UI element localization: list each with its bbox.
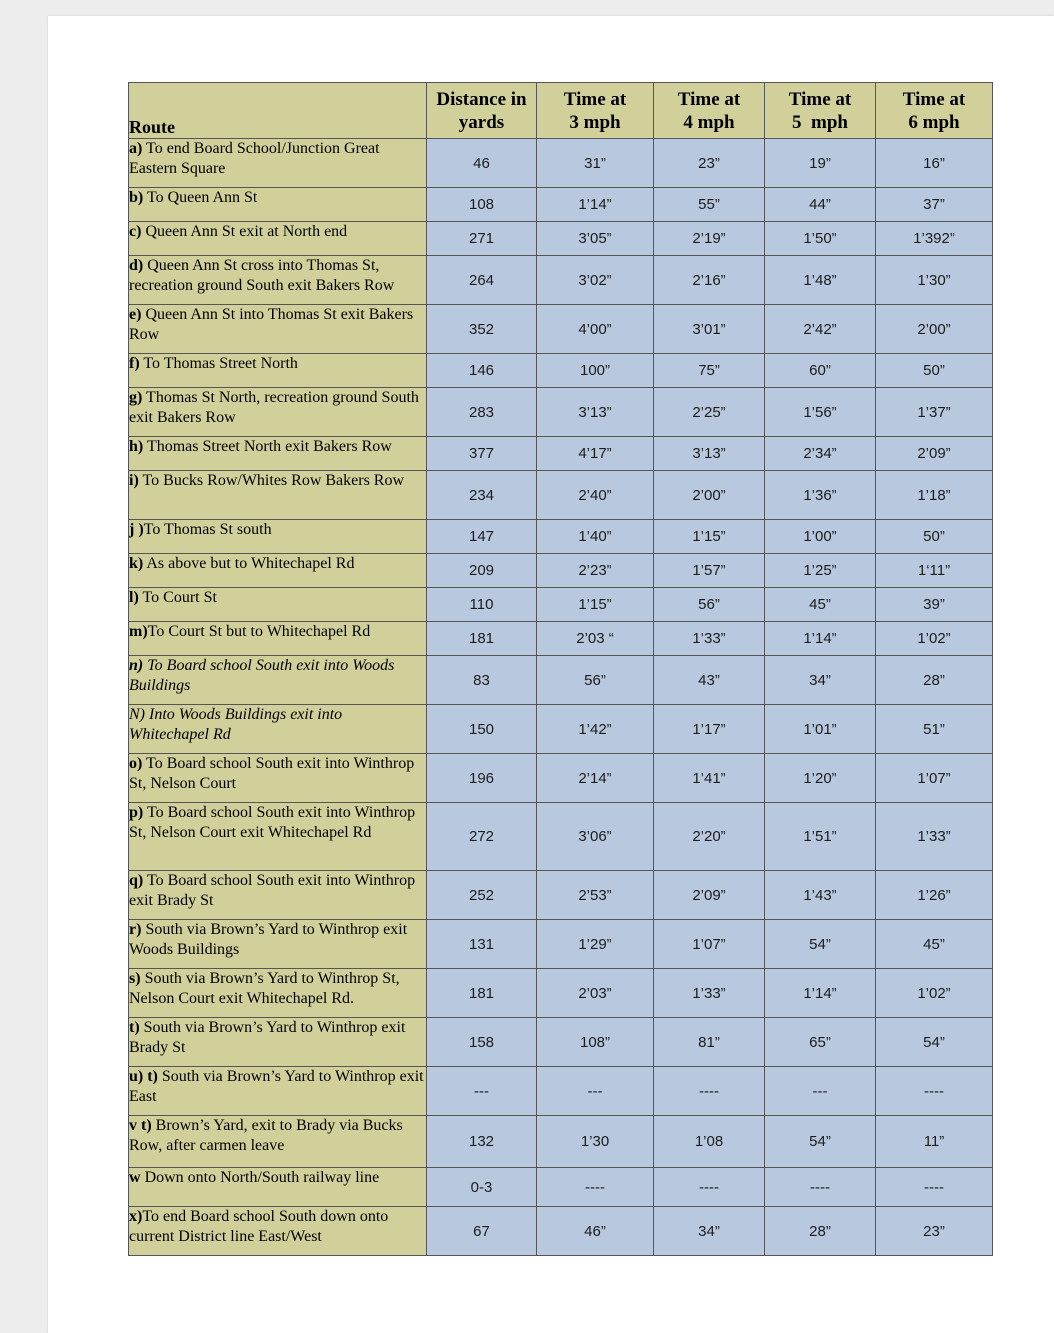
time-cell-t4: 1’07” [654,920,765,969]
time-cell-t6: ---- [876,1168,993,1207]
route-label: u) t) [129,1068,158,1085]
time-cell-t5: 45” [765,588,876,622]
time-5mph-column-header: Time at 5 mph [765,83,876,139]
time-cell-t6: 50” [876,520,993,554]
route-description: Queen Ann St cross into Thomas St, recreation ground South exit Bakers Row [129,257,395,294]
route-cell [129,188,427,222]
time-cell-t4: ---- [654,1067,765,1116]
route-cell [129,354,427,388]
table-body [129,139,993,1256]
time-cell-t3: 46” [537,1207,654,1256]
time-cell-t6: 1’07” [876,754,993,803]
time-4mph-column-header: Time at 4 mph [654,83,765,139]
route-label: e) [129,306,142,323]
time-cell-t3: 1’14” [537,188,654,222]
distance-cell: 110 [427,588,537,622]
route-cell [129,554,427,588]
route-label: i) [129,472,139,489]
time-cell-t4: 81” [654,1018,765,1067]
table-row [129,1067,993,1116]
route-description: South via Brown’s Yard to Winthrop exit Brady St [129,1019,406,1056]
route-description: South via Brown’s Yard to Winthrop exit East [129,1068,424,1105]
distance-cell: 150 [427,705,537,754]
time-cell-t6: 1’02” [876,622,993,656]
time-cell-t4: 1’08 [654,1116,765,1168]
table-row [129,1116,993,1168]
time-cell-t6: 45” [876,920,993,969]
table-row [129,388,993,437]
route-description: To Thomas Street North [139,355,298,372]
time-cell-t5: ---- [765,1168,876,1207]
time-cell-t5: 44” [765,188,876,222]
distance-cell: 0-3 [427,1168,537,1207]
time-cell-t6: 51” [876,705,993,754]
time-cell-t4: 1’41” [654,754,765,803]
time-cell-t3: 1’29” [537,920,654,969]
distance-cell: 264 [427,256,537,305]
time-cell-t3: 2’03 “ [537,622,654,656]
route-label: m) [129,623,148,640]
table-row [129,622,993,656]
time-cell-t4: ---- [654,1168,765,1207]
route-description: To Thomas St south [143,521,272,538]
route-cell [129,754,427,803]
route-cell [129,305,427,354]
time-cell-t3: 3’05” [537,222,654,256]
route-label: v t) [129,1117,152,1134]
time-cell-t3: 1’42” [537,705,654,754]
route-description: To Board school South exit into Winthrop St, Nelson Court [129,755,415,792]
table-row [129,1018,993,1067]
distance-cell: 181 [427,969,537,1018]
time-cell-t5: 1’56” [765,388,876,437]
time-cell-t4: 1’17” [654,705,765,754]
route-cell [129,437,427,471]
time-cell-t4: 1’15” [654,520,765,554]
route-label: c) [129,223,142,240]
route-description: Into Woods Buildings exit into Whitechapel Rd [129,706,343,743]
table-row [129,305,993,354]
time-cell-t4: 1’33” [654,969,765,1018]
time-cell-t5: 1’48” [765,256,876,305]
time-cell-t6: 50” [876,354,993,388]
table-row [129,1207,993,1256]
route-cell [129,656,427,705]
route-label: b) [129,189,144,206]
route-cell [129,588,427,622]
time-cell-t5: 1’25” [765,554,876,588]
route-cell [129,139,427,188]
time-cell-t5: 54” [765,920,876,969]
route-label: f) [129,355,140,372]
time-cell-t3: 1’15” [537,588,654,622]
route-label: k) [129,555,144,572]
route-label: w [129,1169,141,1186]
route-label: o) [129,755,143,772]
time-cell-t4: 2’19” [654,222,765,256]
distance-cell: 131 [427,920,537,969]
time-cell-t3: 2’03” [537,969,654,1018]
distance-cell: 352 [427,305,537,354]
table-header-row [129,83,993,139]
route-cell [129,705,427,754]
time-cell-t4: 2’00” [654,471,765,520]
time-cell-t6: 1’18” [876,471,993,520]
route-label: d) [129,257,144,274]
route-label: n) [129,657,144,674]
route-description: Thomas Street North exit Bakers Row [143,438,392,455]
time-cell-t5: 1’20” [765,754,876,803]
table-row [129,437,993,471]
time-cell-t6: 1’33” [876,803,993,871]
time-cell-t3: 2’53” [537,871,654,920]
table-row [129,256,993,305]
distance-cell: 67 [427,1207,537,1256]
time-cell-t4: 2’25” [654,388,765,437]
route-description: As above but to Whitechapel Rd [143,555,355,572]
time-cell-t3: 2’23” [537,554,654,588]
time-cell-t5: 34” [765,656,876,705]
time-cell-t6: 54” [876,1018,993,1067]
route-label: h) [129,438,144,455]
time-cell-t3: --- [537,1067,654,1116]
table-row [129,471,993,520]
distance-cell: 147 [427,520,537,554]
route-cell [129,1067,427,1116]
route-label: x) [129,1208,143,1225]
time-cell-t6: 1’26” [876,871,993,920]
time-cell-t6: 23” [876,1207,993,1256]
time-cell-t5: 2’42” [765,305,876,354]
time-cell-t4: 3’01” [654,305,765,354]
route-cell [129,622,427,656]
route-description: To Court St but to Whitechapel Rd [147,623,371,640]
distance-cell: 271 [427,222,537,256]
time-cell-t4: 56” [654,588,765,622]
distance-cell: 132 [427,1116,537,1168]
time-cell-t3: 2’40” [537,471,654,520]
table-row [129,656,993,705]
route-description: Thomas St North, recreation ground South exit Bakers Row [129,389,419,426]
table-row [129,969,993,1018]
route-description: To Board school South exit into Woods Buildings [129,657,395,694]
distance-cell: 234 [427,471,537,520]
distance-cell: 272 [427,803,537,871]
route-cell [129,1116,427,1168]
time-cell-t4: 1’57” [654,554,765,588]
distance-cell: 158 [427,1018,537,1067]
time-cell-t3: 4’17” [537,437,654,471]
route-description: To Bucks Row/Whites Row Bakers Row [138,472,405,489]
table-row [129,920,993,969]
time-cell-t3: 31” [537,139,654,188]
time-cell-t5: 1’14” [765,622,876,656]
time-cell-t4: 2’20” [654,803,765,871]
distance-column-header: Distance in yards [427,83,537,139]
route-label: a) [129,140,143,157]
time-cell-t6: 1’392” [876,222,993,256]
route-description: To Board school South exit into Winthrop exit Brady St [129,872,416,909]
route-cell [129,969,427,1018]
time-cell-t3: 1’30 [537,1116,654,1168]
route-description: Down onto North/South railway line [140,1169,380,1186]
route-description: To end Board school South down onto current District line East/West [129,1208,389,1245]
route-label: l) [129,589,139,606]
distance-cell: 83 [427,656,537,705]
route-cell [129,388,427,437]
time-cell-t3: 3’06” [537,803,654,871]
time-cell-t4: 75” [654,354,765,388]
time-cell-t6: 39” [876,588,993,622]
table-row [129,222,993,256]
time-cell-t6: 1’37” [876,388,993,437]
distance-cell: 181 [427,622,537,656]
table-row [129,554,993,588]
time-cell-t4: 1’33” [654,622,765,656]
route-cell [129,1018,427,1067]
table-row [129,871,993,920]
time-cell-t4: 3’13” [654,437,765,471]
time-cell-t6: 37” [876,188,993,222]
time-cell-t5: 54” [765,1116,876,1168]
route-label: r) [129,921,142,938]
time-cell-t6: 11” [876,1116,993,1168]
distance-cell: 209 [427,554,537,588]
route-cell [129,1168,427,1207]
route-label: j ) [129,521,144,538]
distance-cell: 146 [427,354,537,388]
route-cell [129,471,427,520]
route-description: To end Board School/Junction Great Eastern Square [129,140,380,177]
time-cell-t6: 28” [876,656,993,705]
time-cell-t5: 1’14” [765,969,876,1018]
route-cell [129,520,427,554]
route-label: N) [129,706,145,723]
table-row [129,754,993,803]
route-column-header: Route [129,83,427,139]
time-3mph-column-header: Time at 3 mph [537,83,654,139]
time-cell-t4: 34” [654,1207,765,1256]
time-cell-t4: 55” [654,188,765,222]
route-cell [129,256,427,305]
route-cell [129,803,427,871]
time-cell-t6: 16” [876,139,993,188]
route-cell [129,871,427,920]
distance-cell: 377 [427,437,537,471]
time-cell-t5: 28” [765,1207,876,1256]
table-row [129,1168,993,1207]
time-cell-t3: 1’40” [537,520,654,554]
time-cell-t3: 56” [537,656,654,705]
route-description: To Queen Ann St [143,189,258,206]
time-cell-t3: 2’14” [537,754,654,803]
table-row [129,588,993,622]
time-cell-t3: ---- [537,1168,654,1207]
route-description: To Board school South exit into Winthrop St, Nelson Court exit Whitechapel Rd [129,804,416,841]
time-cell-t6: 1‘11” [876,554,993,588]
distance-cell: 283 [427,388,537,437]
route-label: g) [129,389,143,406]
time-cell-t6: 1’02” [876,969,993,1018]
time-cell-t3: 3’13” [537,388,654,437]
distance-cell: --- [427,1067,537,1116]
time-cell-t6: ---- [876,1067,993,1116]
route-description: Queen Ann St exit at North end [141,223,348,240]
distance-cell: 196 [427,754,537,803]
time-cell-t5: 60” [765,354,876,388]
route-label: p) [129,804,144,821]
time-cell-t4: 23” [654,139,765,188]
time-cell-t5: 1’51” [765,803,876,871]
route-description: South via Brown’s Yard to Winthrop St, Nelson Court exit Whitechapel Rd. [129,970,400,1007]
time-cell-t3: 4’00” [537,305,654,354]
table-row [129,139,993,188]
time-cell-t5: 1’36” [765,471,876,520]
time-cell-t5: 65” [765,1018,876,1067]
time-cell-t5: 19” [765,139,876,188]
time-cell-t4: 43” [654,656,765,705]
distance-cell: 46 [427,139,537,188]
time-cell-t5: 1’50” [765,222,876,256]
time-cell-t6: 2’00” [876,305,993,354]
route-description: Queen Ann St into Thomas St exit Bakers Row [129,306,414,343]
time-cell-t6: 1’30” [876,256,993,305]
time-cell-t5: 2’34” [765,437,876,471]
time-cell-t3: 3’02” [537,256,654,305]
route-cell [129,222,427,256]
table-row [129,705,993,754]
time-cell-t5: 1’43” [765,871,876,920]
route-label: q) [129,872,144,889]
route-cell [129,1207,427,1256]
table-row [129,188,993,222]
route-label: s) [129,970,141,987]
distance-cell: 252 [427,871,537,920]
route-description: To Court St [138,589,217,606]
route-description: Brown’s Yard, exit to Brady via Bucks Row, after carmen leave [129,1117,403,1154]
time-cell-t5: 1’00” [765,520,876,554]
time-6mph-column-header: Time at 6 mph [876,83,993,139]
route-description: South via Brown’s Yard to Winthrop exit Woods Buildings [129,921,408,958]
time-cell-t5: --- [765,1067,876,1116]
distance-cell: 108 [427,188,537,222]
route-cell [129,920,427,969]
time-cell-t5: 1’01” [765,705,876,754]
route-timing-table [128,82,993,1256]
table-row [129,520,993,554]
time-cell-t3: 100” [537,354,654,388]
time-cell-t4: 2’09” [654,871,765,920]
document-page [48,16,1054,1333]
time-cell-t3: 108” [537,1018,654,1067]
route-label: t) [129,1019,140,1036]
table-row [129,354,993,388]
table-row [129,803,993,871]
time-cell-t4: 2’16” [654,256,765,305]
time-cell-t6: 2’09” [876,437,993,471]
